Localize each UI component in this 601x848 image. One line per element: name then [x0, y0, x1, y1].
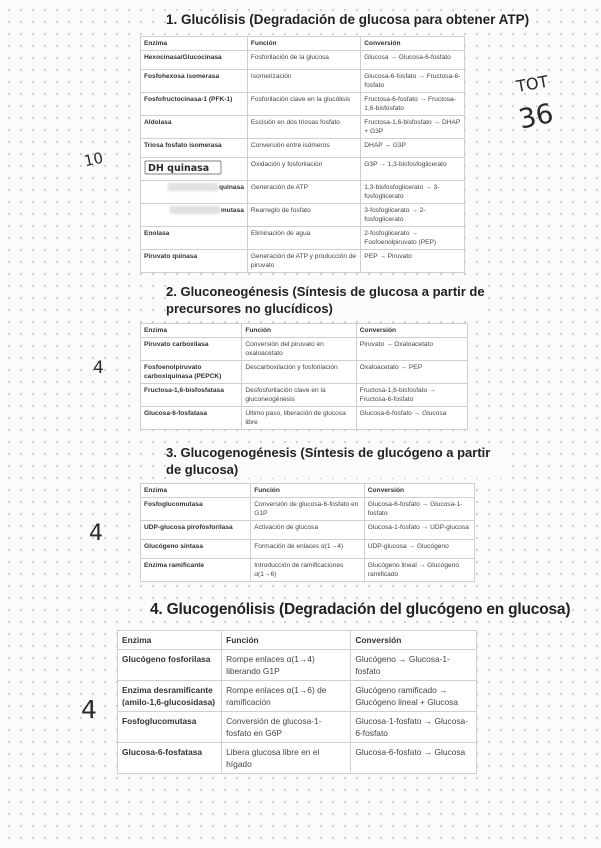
table-row	[141, 181, 465, 204]
cell-funcion: Fosforilación clave en la glucólisis	[247, 93, 360, 116]
cell-enzima: Fructosa-1,6-bisfosfatasa	[141, 384, 242, 407]
section-title-glucogenolisis: 4. Glucogenólisis (Degradación del glucógeno en glucosa)	[150, 601, 571, 618]
table-row	[118, 712, 477, 743]
table-row	[141, 338, 468, 361]
cell-conversion: Glucosa-6-fosfato → Glucosa	[356, 407, 467, 430]
table-row	[141, 204, 465, 227]
table-row	[141, 250, 465, 273]
cell-conversion: Oxaloacetato → PEP	[356, 361, 467, 384]
cell-enzima-handwritten	[141, 158, 248, 181]
section-title-glucogenogenesis: 3. Glucogenogénesis (Síntesis de glucógeno a partir de glucosa)	[166, 444, 506, 478]
header-funcion: Función	[242, 324, 356, 338]
total-score-note	[512, 66, 572, 136]
table-row	[141, 70, 465, 93]
cell-conversion: UDP-glucosa → Glucógeno	[364, 540, 474, 559]
cell-enzima: Fosfoglucomutasa	[118, 712, 222, 743]
table-row	[141, 51, 465, 70]
table-glucolisis	[140, 36, 465, 273]
header-conversion: Conversión	[351, 631, 477, 650]
table-row	[141, 540, 475, 559]
cell-funcion: Escisión en dos triosas fosfato	[247, 116, 360, 139]
table-gluconeogenesis	[140, 323, 468, 430]
cell-conversion: G3P → 1,3-bisfosfoglicerato	[361, 158, 465, 181]
table-row	[141, 361, 468, 384]
cell-funcion: Descarboxilación y fosforilación	[242, 361, 356, 384]
margin-note-10	[82, 148, 112, 170]
cell-conversion: Fructosa-1,6-bisfosfato → DHAP + G3P	[361, 116, 465, 139]
section-title-gluconeogenesis: 2. Gluconeogénesis (Síntesis de glucosa a partir de precursores no glucídicos)	[166, 284, 485, 316]
table-row	[141, 498, 475, 521]
cell-funcion: Libera glucosa libre en el hígado	[222, 743, 351, 774]
header-enzima: Enzima	[141, 324, 242, 338]
cell-conversion: Glucosa-1-fosfato → UDP-glucosa	[364, 521, 474, 540]
cell-conversion: Glucosa-1-fosfato → Glucosa-6-fosfato	[351, 712, 477, 743]
cell-conversion: Glucosa-6-fosfato → Glucosa	[351, 743, 477, 774]
cell-conversion: Glucosa-6-fosfato → Fructosa-6-fosfato	[361, 70, 465, 93]
table-row	[141, 93, 465, 116]
cell-enzima: Piruvato carboxilasa	[141, 338, 242, 361]
table-row	[141, 139, 465, 158]
cell-funcion: Formación de enlaces α(1→4)	[251, 540, 365, 559]
header-funcion: Función	[247, 37, 360, 51]
cell-conversion: PEP → Piruvato	[361, 250, 465, 273]
cell-funcion: Conversión entre isómeros	[247, 139, 360, 158]
margin-note-4-c	[78, 692, 108, 726]
redacted-text	[170, 206, 220, 214]
cell-enzima	[141, 181, 248, 204]
cell-conversion: 3-fosfoglicerato → 2-fosfoglicerato	[361, 204, 465, 227]
cell-funcion: Conversión de glucosa-6-fosfato en G1P	[251, 498, 365, 521]
cell-conversion: Glucosa-6-fosfato → Glucosa-1-fosfato	[364, 498, 474, 521]
dh-quinasa-handwriting	[144, 160, 222, 178]
cell-funcion: Rompe enlaces α(1→6) de ramificación	[222, 681, 351, 712]
cell-enzima: Fosfohexosa isomerasa	[141, 70, 248, 93]
table-row	[141, 116, 465, 139]
cell-funcion: Oxidación y fosforilación	[247, 158, 360, 181]
cell-enzima-suffix: mutasa	[220, 207, 244, 214]
cell-enzima: Fosfoglucomutasa	[141, 498, 251, 521]
tot-label: TOT	[514, 71, 550, 97]
cell-funcion: Rompe enlaces α(1→4) liberando G1P	[222, 650, 351, 681]
cell-conversion: Glucosa → Glucosa-6-fosfato	[361, 51, 465, 70]
margin-note-4-b	[86, 518, 116, 548]
dh-quinasa-text: DH quinasa	[148, 163, 210, 174]
table-glucogenogenesis	[140, 483, 475, 582]
cell-funcion: Eliminación de agua	[247, 227, 360, 250]
cell-enzima-suffix: quinasa	[218, 184, 244, 191]
header-conversion: Conversión	[364, 484, 474, 498]
cell-enzima: Glucosa-6-fosfatasa	[141, 407, 242, 430]
cell-conversion: DHAP ↔ G3P	[361, 139, 465, 158]
table-row	[141, 384, 468, 407]
header-conversion: Conversión	[361, 37, 465, 51]
cell-enzima: Enzima desramificante (amilo-1,6-glucosidasa)	[118, 681, 222, 712]
cell-conversion: 2-fosfoglicerato → Fosfoenolpiruvato (PEP)	[361, 227, 465, 250]
table-row	[141, 227, 465, 250]
margin-note-4-b-text: 4	[89, 521, 103, 546]
redacted-text	[168, 183, 218, 191]
cell-enzima: Piruvato quinasa	[141, 250, 248, 273]
table-row	[141, 158, 465, 181]
cell-conversion: Piruvato → Oxaloacetato	[356, 338, 467, 361]
cell-funcion: Conversión de glucosa-1-fosfato en G6P	[222, 712, 351, 743]
table-row	[141, 521, 475, 540]
cell-conversion: Glucógeno → Glucosa-1-fosfato	[351, 650, 477, 681]
cell-funcion: Conversión del piruvato en oxaloacetato	[242, 338, 356, 361]
cell-funcion: Fosforilación de la glucosa	[247, 51, 360, 70]
cell-funcion: Activación de glucosa	[251, 521, 365, 540]
header-enzima: Enzima	[141, 484, 251, 498]
cell-conversion: Glucógeno lineal → Glucógeno ramificado	[364, 559, 474, 582]
header-enzima: Enzima	[118, 631, 222, 650]
cell-conversion: 1,3-bisfosfoglicerato → 3-fosfoglicerato	[361, 181, 465, 204]
cell-funcion: Desfosforilación clave en la gluconeogénesis	[242, 384, 356, 407]
cell-enzima: Enolasa	[141, 227, 248, 250]
cell-enzima: Glucógeno sintasa	[141, 540, 251, 559]
cell-enzima: UDP-glucosa pirofosforilasa	[141, 521, 251, 540]
cell-conversion: Fructosa-6-fosfato → Fructosa-1,6-bisfosfato	[361, 93, 465, 116]
cell-enzima: Hexocinasa/Glucocinasa	[141, 51, 248, 70]
cell-funcion: Isomerización	[247, 70, 360, 93]
header-enzima: Enzima	[141, 37, 248, 51]
cell-funcion: Último paso, liberación de glucosa libre	[242, 407, 356, 430]
cell-enzima: Fosfoenolpiruvato carboxiquinasa (PEPCK)	[141, 361, 242, 384]
cell-enzima: Fosfofructocinasa-1 (PFK-1)	[141, 93, 248, 116]
margin-note-10-text: 10	[82, 148, 105, 170]
cell-funcion: Generación de ATP	[247, 181, 360, 204]
margin-note-4-c-text: 4	[81, 695, 97, 724]
table-row	[141, 407, 468, 430]
cell-enzima: Enzima ramificante	[141, 559, 251, 582]
margin-note-4-a-text: 4	[93, 358, 104, 378]
cell-conversion: Fructosa-1,6-bisfosfato → Fructosa-6-fosfato	[356, 384, 467, 407]
table-row	[118, 681, 477, 712]
header-funcion: Función	[251, 484, 365, 498]
cell-enzima: Glucógeno fosforilasa	[118, 650, 222, 681]
cell-funcion: Rearreglo de fosfato	[247, 204, 360, 227]
section-title-glucolisis: 1. Glucólisis (Degradación de glucosa para obtener ATP)	[166, 12, 530, 27]
tot-value: 36	[516, 98, 557, 136]
table-row	[118, 650, 477, 681]
cell-conversion: Glucógeno ramificado → Glucógeno lineal + Glucosa	[351, 681, 477, 712]
cell-enzima: Glucosa-6-fosfatasa	[118, 743, 222, 774]
header-funcion: Función	[222, 631, 351, 650]
margin-note-4-a	[90, 355, 114, 379]
cell-enzima	[141, 204, 248, 227]
header-conversion: Conversión	[356, 324, 467, 338]
cell-funcion: Introducción de ramificaciones α(1→6)	[251, 559, 365, 582]
cell-enzima: Aldolasa	[141, 116, 248, 139]
cell-funcion: Generación de ATP y producción de piruvato	[247, 250, 360, 273]
table-row	[118, 743, 477, 774]
cell-enzima: Triosa fosfato isomerasa	[141, 139, 248, 158]
table-row	[141, 559, 475, 582]
table-glucogenolisis	[117, 630, 477, 774]
